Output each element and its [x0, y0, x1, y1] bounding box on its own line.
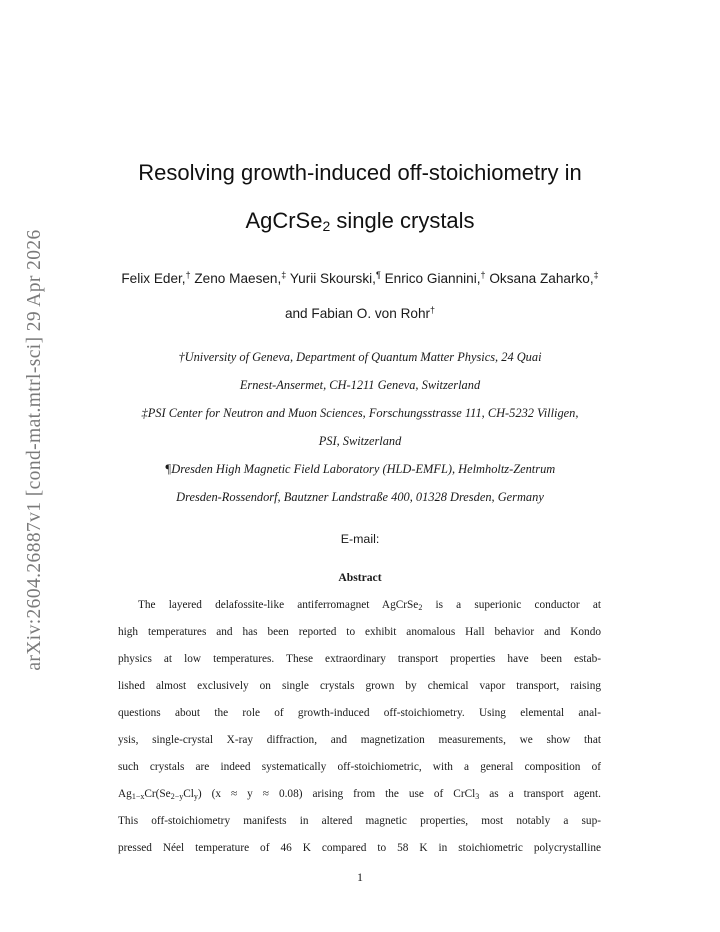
email-label: E-mail: [340, 532, 380, 546]
author-list-line-2: and Fabian O. von Rohr† [284, 305, 436, 321]
page-number: 1 [357, 870, 363, 884]
abstract-line: ysis, single-crystal X-ray diffraction, and magnetization measurements, we show that [118, 734, 601, 746]
affiliation-mark: ¶ [375, 270, 381, 280]
affiliation-line: ¶Dresden High Magnetic Field Laboratory (HLD-EMFL), Helmholtz-Zentrum [164, 462, 556, 476]
author-name: Felix Eder, [121, 271, 186, 286]
abstract-line: The layered delafossite-like antiferromagnet AgCrSe$_2$ is a superionic conductor at [138, 599, 601, 612]
abstract-line: This off-stoichiometry manifests in altered magnetic properties, most notably a sup- [118, 815, 601, 827]
author-list-line-1 [0, 271, 720, 286]
abstract-line: high temperatures and has been reported to exhibit anomalous Hall behavior and Kondo [118, 626, 601, 638]
affiliation-line: ‡PSI Center for Neutron and Muon Sciences, Forschungsstrasse 111, CH-5232 Villigen, [141, 406, 579, 420]
affiliation-line: Ernest-Ansermet, CH-1211 Geneva, Switzerland [239, 378, 481, 392]
affiliation-line: PSI, Switzerland [318, 434, 402, 448]
affiliation-mark: † [480, 270, 486, 280]
abstract-line: $Ag_{1-x}Cr(Se_{2-y}Cl_y) (x \approx y \approx 0.08)$ arising from the use of CrCl$_3$ as a transport agent. [118, 788, 601, 801]
author-name: Fabian O. von Rohr [311, 306, 431, 321]
abstract-line: physics at low temperatures. These extraordinary transport properties have been estab- [118, 653, 601, 665]
author-name: Enrico Giannini, [380, 271, 481, 286]
affiliation-mark: † [430, 305, 436, 315]
author-name: Yurii Skourski, [286, 271, 376, 286]
affiliation-mark: ‡ [593, 270, 599, 280]
author-name: Oksana Zaharko, [485, 271, 594, 286]
affiliation-mark: † [185, 270, 191, 280]
abstract-line: pressed Néel temperature of 46 K compared to 58 K in stoichiometric polycrystalline [118, 842, 601, 854]
affiliation-line: †University of Geneva, Department of Quantum Matter Physics, 24 Quai [178, 350, 542, 364]
affiliation-mark: ‡ [281, 270, 287, 280]
author-name: Zeno Maesen, [190, 271, 282, 286]
abstract-heading: Abstract [338, 571, 382, 584]
paper-title-line-1: Resolving growth-induced off-stoichiometry in [138, 160, 582, 185]
arxiv-identifier-stamp: arXiv:2604.26887v1 [cond-mat.mtrl-sci] 29 Apr 2026 [24, 229, 45, 671]
abstract-line: such crystals are indeed systematically off-stoichiometric, with a general composition of [118, 761, 601, 773]
abstract-line: lished almost exclusively on single crystals grown by chemical vapor transport, raising [118, 680, 601, 692]
paper-title-line-2: AgCrSe$_2$ single crystals [245, 208, 475, 234]
affiliation-line: Dresden-Rossendorf, Bautzner Landstraße 400, 01328 Dresden, Germany [176, 490, 544, 504]
abstract-line: questions about the role of growth-induced off-stoichiometry. Using elemental anal- [118, 707, 601, 719]
